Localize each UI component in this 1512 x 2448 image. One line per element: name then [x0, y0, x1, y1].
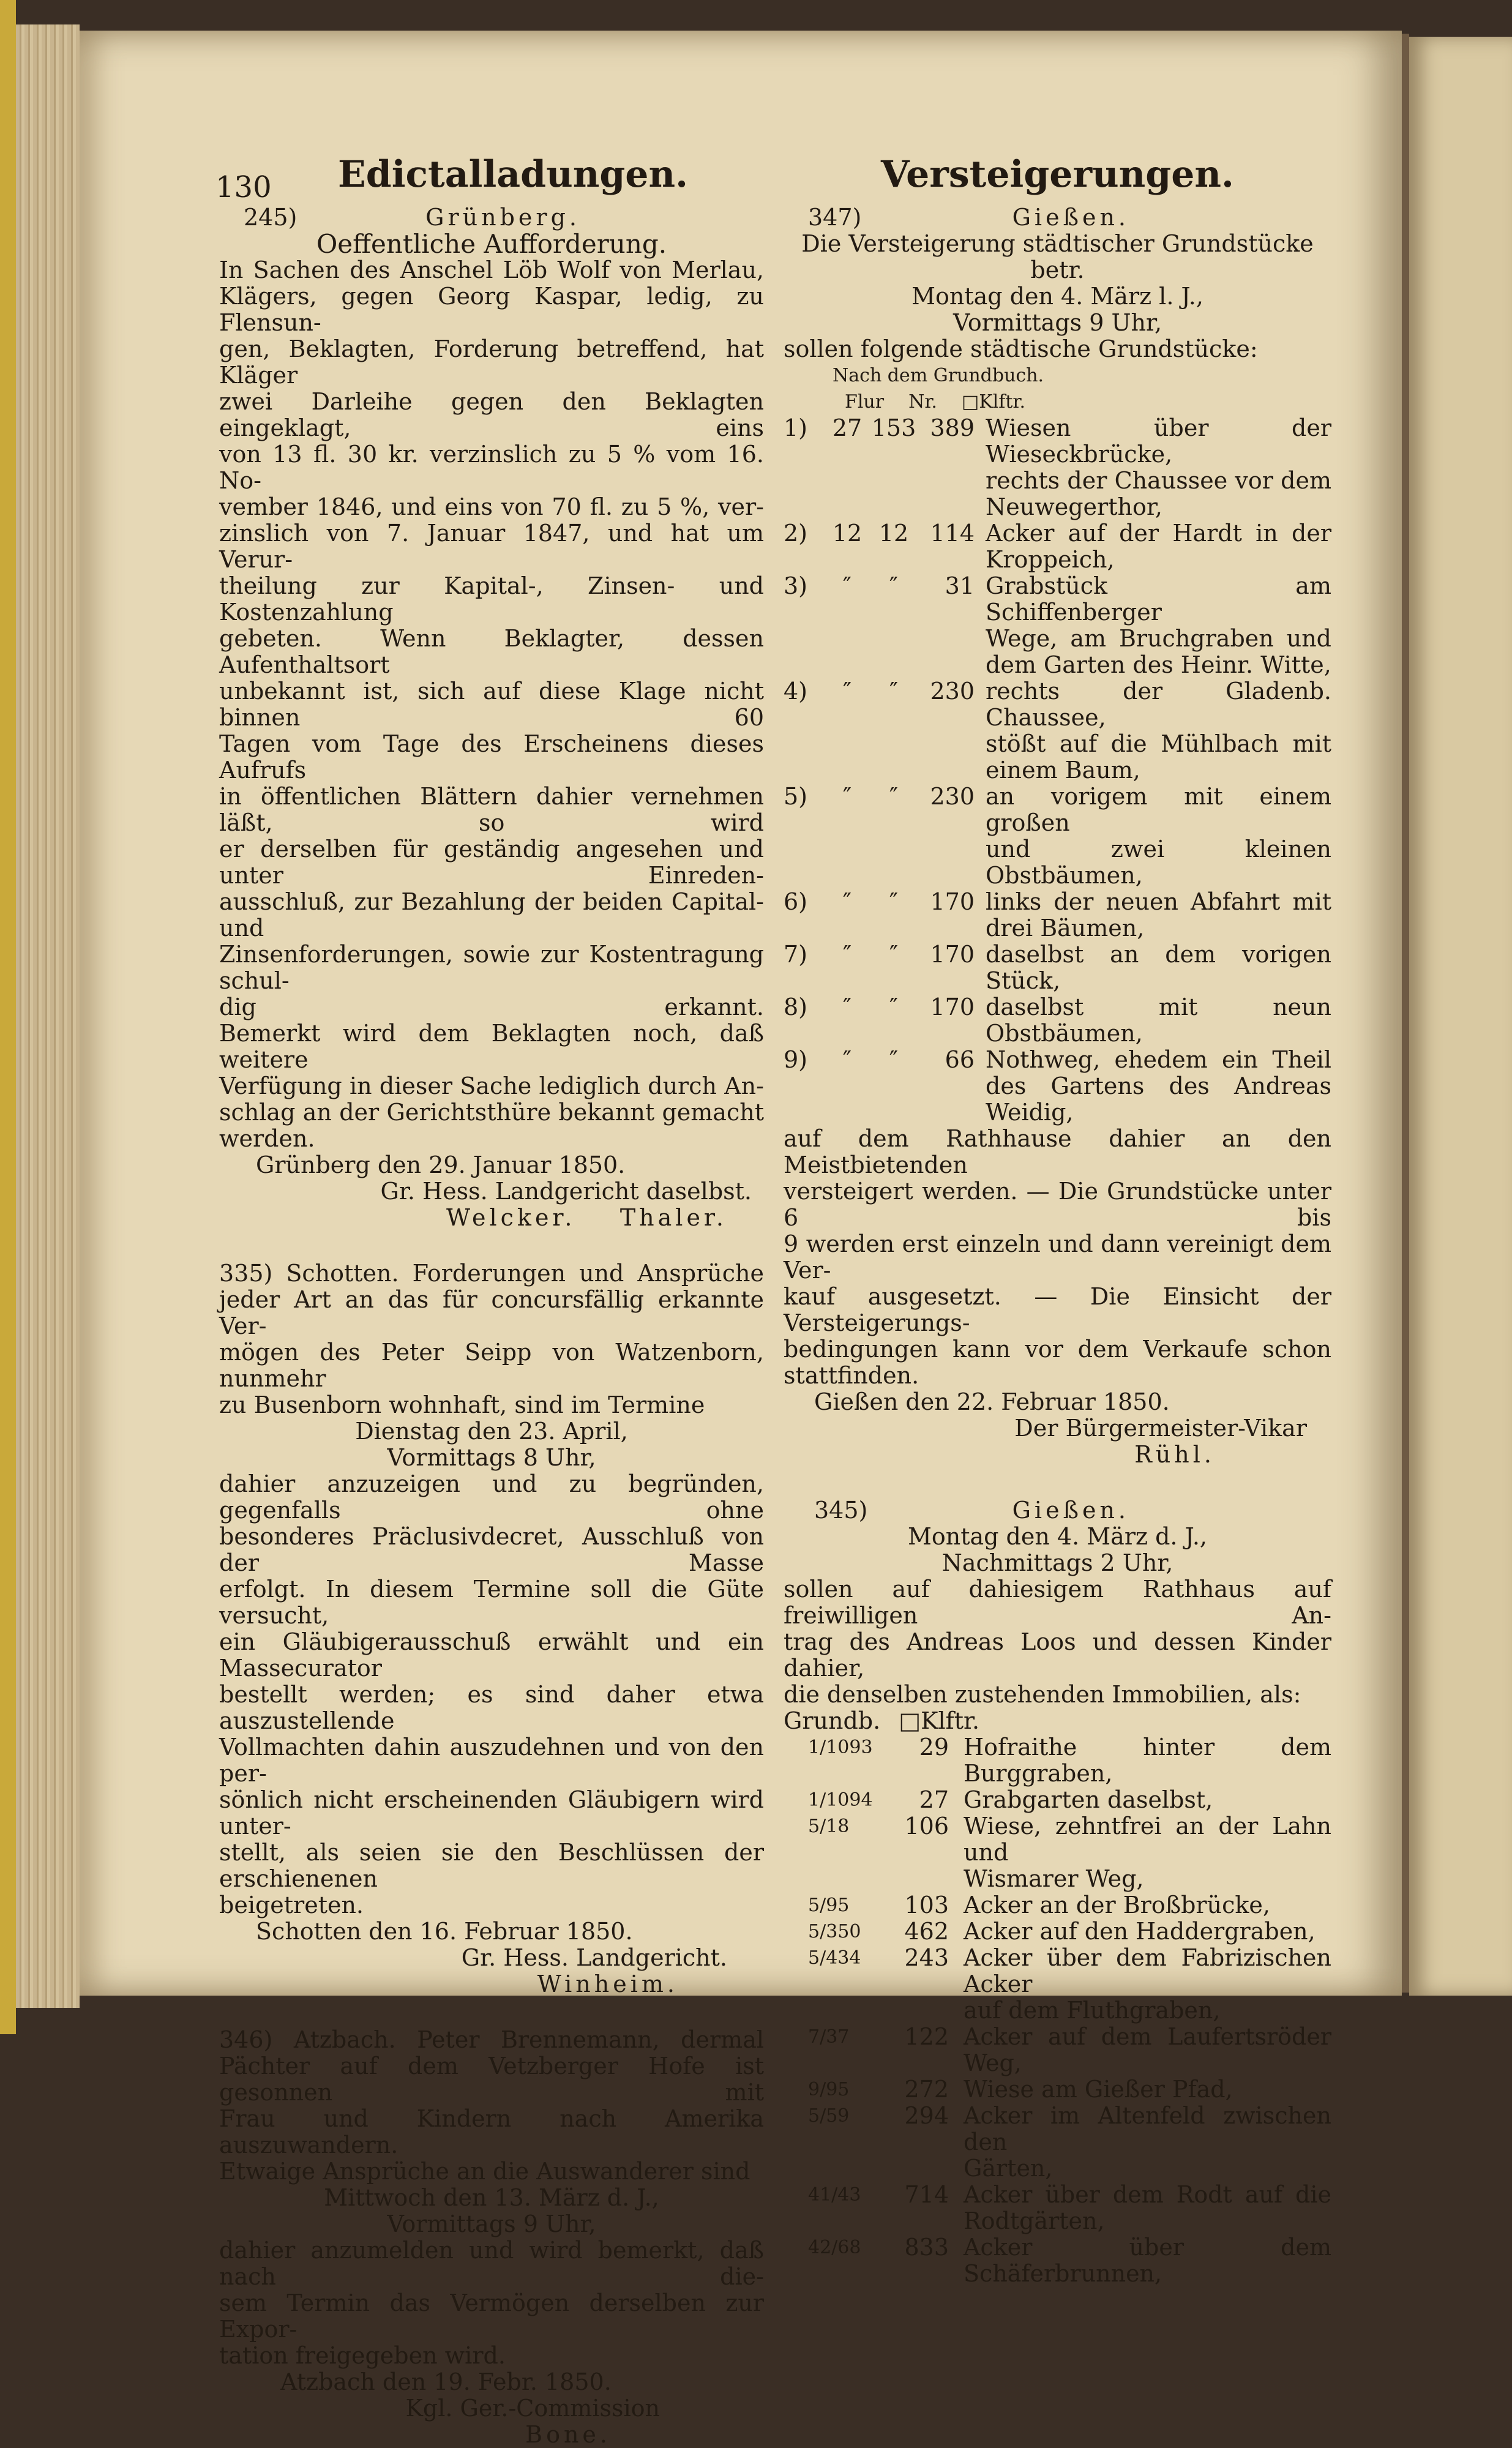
- text-line: 335) Schotten. Forderungen und Ansprüche: [219, 1260, 764, 1287]
- notice-347: [784, 204, 1331, 1468]
- notice-day: Montag den 4. März l. J.,: [911, 283, 1203, 310]
- text-line: Wiese, zehntfrei an der Lahn und: [964, 1813, 1331, 1866]
- notice-title: Oeffentliche Aufforderung.: [316, 229, 667, 259]
- text-line: vember 1846, und eins von 70 fl. zu 5 %, ver-: [219, 493, 764, 520]
- flur-cell: ″: [842, 994, 852, 1020]
- row-number: 1): [784, 414, 808, 441]
- description-cell: [986, 784, 1331, 889]
- text-line: beigetreten.: [219, 1892, 364, 1918]
- text-line: Acker im Altenfeld zwischen den: [964, 2102, 1331, 2155]
- table-caption: Nach dem Grundbuch.: [833, 365, 1044, 386]
- notice-body: [219, 2237, 764, 2369]
- row-number: 9): [784, 1046, 808, 1073]
- table-row: [784, 1047, 1331, 1126]
- notice-335: [219, 1260, 764, 1997]
- description-cell: [986, 889, 1331, 941]
- text-line: Zinsenforderungen, sowie zur Kostentragung schul-: [219, 941, 764, 994]
- klafter-cell: 170: [930, 888, 975, 915]
- text-line: jeder Art an das für concursfällig erkannte Ver-: [219, 1286, 764, 1339]
- klafter-cell: 66: [945, 1046, 975, 1073]
- notice-place: Gießen.: [1012, 1497, 1129, 1524]
- text-line: Nothweg, ehedem ein Theil: [986, 1046, 1331, 1073]
- flur-cell: ″: [842, 888, 852, 915]
- flur-cell: 27: [832, 414, 863, 441]
- table-row: [784, 573, 1331, 678]
- col-klafter: □Klftr.: [961, 391, 1026, 413]
- flur-cell: ″: [842, 783, 852, 810]
- nr-cell: ″: [889, 572, 899, 599]
- klafter-cell: 294: [904, 2102, 949, 2129]
- klafter-cell: 714: [904, 2181, 949, 2208]
- notice-346: [219, 2027, 764, 2448]
- table-row: [784, 2182, 1331, 2234]
- nr-cell: ″: [889, 678, 899, 705]
- table-row: [784, 2234, 1331, 2287]
- notice-signer: Winheim.: [537, 1971, 678, 1997]
- text-line: zu Busenborn wohnhaft, sind im Termine: [219, 1391, 705, 1418]
- text-line: zinslich von 7. Januar 1847, und hat um Verur-: [219, 520, 764, 573]
- text-line: auf dem Fluthgraben,: [964, 1997, 1221, 2024]
- klafter-cell: 833: [904, 2234, 949, 2261]
- text-line: stößt auf die Mühlbach mit: [986, 730, 1331, 757]
- col-nr: Nr.: [908, 391, 937, 413]
- description-cell: [964, 1787, 1331, 1813]
- table-row: [784, 1918, 1331, 1945]
- notice-body: [219, 257, 764, 1152]
- notice-number: 347): [808, 204, 862, 231]
- text-line: sem Termin das Vermögen derselben zur Expor-: [219, 2289, 764, 2343]
- notice-title: Die Versteigerung städtischer Grundstücke betr.: [801, 230, 1314, 283]
- table-row: [784, 520, 1331, 573]
- table-row: [784, 678, 1331, 784]
- notice-day: Dienstag den 23. April,: [355, 1418, 628, 1445]
- klafter-cell: 462: [904, 1918, 949, 1945]
- text-line: Grabstück am Schiffenberger: [986, 572, 1331, 626]
- text-line: einem Baum,: [986, 757, 1140, 784]
- section-heading-versteigerungen: Versteigerungen.: [881, 153, 1234, 196]
- text-line: versteigert werden. — Die Grundstücke unter 6 bis: [784, 1178, 1331, 1231]
- notice-court: Gr. Hess. Landgericht.: [461, 1944, 727, 1971]
- notice-day: Mittwoch den 13. März d. J.,: [324, 2184, 659, 2211]
- text-line: in öffentlichen Blättern dahier vernehmen läßt, so wird: [219, 783, 764, 836]
- text-line: theilung zur Kapital-, Zinsen- und Kostenzahlung: [219, 572, 764, 626]
- notice-body: [219, 1471, 764, 1918]
- notice-body: [219, 2027, 764, 2185]
- notice-signer: Rühl.: [1134, 1441, 1215, 1468]
- text-line: bedingungen kann vor dem Verkaufe schon stattfinden.: [784, 1336, 1331, 1389]
- text-line: Klägers, gegen Georg Kaspar, ledig, zu Flensun-: [219, 283, 764, 336]
- text-line: Etwaige Ansprüche an die Auswanderer sind: [219, 2158, 750, 2185]
- table-row: [784, 2103, 1331, 2182]
- flur-cell: ″: [842, 1046, 852, 1073]
- text-line: sollen auf dahiesigem Rathhaus auf freiwilligen An-: [784, 1576, 1331, 1629]
- notice-office: Der Bürgermeister-Vikar: [1014, 1415, 1307, 1442]
- text-line: Bemerkt wird dem Beklagten noch, daß weitere: [219, 1020, 764, 1073]
- notice-signers: Welcker. Thaler.: [446, 1204, 727, 1231]
- table-row: [784, 2076, 1331, 2103]
- grundbuch-cell: 5/95: [808, 1895, 850, 1916]
- text-line: Wismarer Weg,: [964, 1865, 1144, 1892]
- description-cell: [964, 1945, 1331, 2024]
- text-line: trag des Andreas Loos und dessen Kinder dahier,: [784, 1628, 1331, 1682]
- text-line: Acker auf den Haddergraben,: [964, 1918, 1316, 1945]
- klafter-cell: 106: [904, 1813, 949, 1840]
- text-line: des Gartens des Andreas: [986, 1072, 1331, 1099]
- text-line: Neuwegerthor,: [986, 493, 1162, 520]
- klafter-cell: 170: [930, 941, 975, 968]
- notice-body: [784, 1126, 1331, 1389]
- text-line: von 13 fl. 30 kr. verzinslich zu 5 % vom 16. No-: [219, 441, 764, 494]
- notice-date: Gießen den 22. Februar 1850.: [814, 1388, 1170, 1415]
- text-line: erfolgt. In diesem Termine soll die Güte versucht,: [219, 1576, 764, 1629]
- table-row: [784, 1734, 1331, 1787]
- text-line: tation freigegeben wird.: [219, 2342, 506, 2369]
- text-line: unbekannt ist, sich auf diese Klage nicht binnen 60: [219, 678, 764, 731]
- klafter-cell: 114: [930, 520, 975, 547]
- grundbuch-cell: 7/37: [808, 2026, 850, 2048]
- notice-court: Kgl. Ger.-Commission: [405, 2395, 660, 2422]
- text-line: 346) Atzbach. Peter Brennemann, dermal: [219, 2026, 764, 2053]
- row-number: 8): [784, 994, 808, 1020]
- text-line: daselbst an dem vorigen Stück,: [986, 941, 1331, 994]
- text-line: In Sachen des Anschel Löb Wolf von Merlau,: [219, 256, 764, 283]
- description-cell: [986, 994, 1331, 1047]
- text-line: Acker über dem Fabrizischen Acker: [964, 1944, 1331, 1997]
- grundbuch-cell: 5/59: [808, 2105, 850, 2127]
- grundbuch-cell: 41/43: [808, 2184, 861, 2206]
- text-line: und zwei kleinen Obstbäumen,: [986, 836, 1331, 889]
- text-line: Pächter auf dem Vetzberger Hofe ist gesonnen mit: [219, 2053, 764, 2106]
- text-line: bestellt werden; es sind daher etwa auszustellende: [219, 1681, 764, 1734]
- notice-place: Grünberg.: [425, 204, 580, 231]
- klafter-cell: 230: [930, 678, 975, 705]
- notice-day: Montag den 4. März d. J.,: [907, 1523, 1208, 1550]
- notice-date: Grünberg den 29. Januar 1850.: [256, 1151, 626, 1178]
- notice-time: Nachmittags 2 Uhr,: [941, 1549, 1173, 1576]
- text-line: Hofraithe hinter dem Burggraben,: [964, 1734, 1331, 1787]
- table-row: [784, 1813, 1331, 1892]
- grundbuch-cell: 5/18: [808, 1816, 850, 1837]
- klafter-cell: 170: [930, 994, 975, 1020]
- description-cell: [964, 2024, 1331, 2076]
- description-cell: [986, 678, 1331, 784]
- text-line: Wiese am Gießer Pfad,: [964, 2076, 1233, 2103]
- klafter-cell: 122: [904, 2023, 949, 2050]
- grundbuch-cell: 9/95: [808, 2079, 850, 2100]
- text-line: Rodtgärten,: [964, 2207, 1105, 2234]
- text-line: dig erkannt.: [219, 994, 764, 1020]
- nr-cell: 12: [878, 520, 909, 547]
- notice-date: Atzbach den 19. Febr. 1850.: [280, 2368, 612, 2395]
- flur-cell: 12: [832, 520, 863, 547]
- table-header: [784, 1708, 1331, 1734]
- flur-cell: ″: [842, 678, 852, 705]
- text-line: Acker auf der Hardt in der: [986, 520, 1331, 547]
- notice-345: [784, 1497, 1331, 2287]
- klafter-cell: 243: [904, 1944, 949, 1971]
- row-number: 7): [784, 941, 808, 968]
- table-row: [784, 784, 1331, 889]
- description-cell: [964, 1892, 1331, 1918]
- col-klafter: □Klftr.: [899, 1707, 980, 1734]
- col-flur: Flur: [845, 391, 885, 413]
- text-line: rechts der Chaussee vor dem: [986, 467, 1331, 494]
- description-cell: [964, 1918, 1331, 1945]
- text-line: Frau und Kindern nach Amerika auszuwandern.: [219, 2105, 764, 2158]
- text-line: Acker auf dem Laufertsröder Weg,: [964, 2023, 1331, 2076]
- description-cell: [986, 520, 1331, 573]
- description-cell: [986, 573, 1331, 678]
- book-edge: [0, 0, 16, 2034]
- col-grundbuch: Grundb.: [784, 1707, 881, 1734]
- grundbuch-cell: 42/68: [808, 2237, 861, 2258]
- row-number: 3): [784, 572, 808, 599]
- text-line: mögen des Peter Seipp von Watzenborn, nunmehr: [219, 1339, 764, 1392]
- row-number: 6): [784, 888, 808, 915]
- text-line: rechts der Gladenb. Chaussee,: [986, 678, 1331, 731]
- flur-cell: ″: [842, 572, 852, 599]
- right-column: [784, 153, 1331, 2287]
- text-line: die denselben zustehenden Immobilien, als:: [784, 1681, 1301, 1708]
- notice-time: Vormittags 9 Uhr,: [952, 309, 1162, 336]
- klafter-cell: 272: [904, 2076, 949, 2103]
- text-line: Acker an der Broßbrücke,: [964, 1892, 1270, 1918]
- facing-page-edge: [1409, 37, 1512, 1996]
- text-line: besonderes Präclusivdecret, Ausschluß von der Masse: [219, 1523, 764, 1576]
- klafter-cell: 27: [919, 1786, 949, 1813]
- gutter: [1402, 34, 1409, 1993]
- text-line: Tagen vom Tage des Erscheinens dieses Aufrufs: [219, 730, 764, 784]
- page-stack-edge: [16, 24, 80, 2008]
- notice-number: 345): [814, 1497, 868, 1524]
- notice-body: [784, 1576, 1331, 1708]
- row-number: 5): [784, 783, 808, 810]
- left-column: [219, 153, 764, 2448]
- nr-cell: ″: [889, 994, 899, 1020]
- table-row: [784, 415, 1331, 520]
- text-line: gen, Beklagten, Forderung betreffend, hat Kläger: [219, 335, 764, 389]
- notice-signer: Bone.: [525, 2421, 611, 2448]
- text-line: stellt, als seien sie den Beschlüssen der erschienenen: [219, 1839, 764, 1892]
- row-number: 4): [784, 678, 808, 705]
- text-line: sönlich nicht erscheinenden Gläubigern wird unter-: [219, 1786, 764, 1840]
- text-line: Vollmachten dahin auszudehnen und von den per-: [219, 1734, 764, 1787]
- notice-body: [219, 1260, 764, 1418]
- text-line: Weidig,: [986, 1099, 1074, 1126]
- notice-245: [219, 204, 764, 1231]
- notice-number: 245): [244, 204, 298, 231]
- table-row: [784, 941, 1331, 994]
- nr-cell: ″: [889, 888, 899, 915]
- table-row: [784, 1892, 1331, 1918]
- text-line: links der neuen Abfahrt mit: [986, 888, 1331, 915]
- text-line: Verfügung in dieser Sache lediglich durch An-: [219, 1072, 764, 1099]
- table-row: [784, 889, 1331, 941]
- description-cell: [964, 1813, 1331, 1892]
- klafter-cell: 31: [945, 572, 975, 599]
- text-line: an vorigem mit einem großen: [986, 783, 1331, 836]
- text-line: Acker über dem Schäferbrunnen,: [964, 2234, 1331, 2287]
- flur-cell: ″: [842, 941, 852, 968]
- klafter-cell: 103: [904, 1892, 949, 1918]
- text-line: er derselben für geständig angesehen und unter Einreden-: [219, 836, 764, 889]
- notice-time: Vormittags 8 Uhr,: [387, 1444, 596, 1471]
- description-cell: [964, 2103, 1331, 2182]
- text-line: kauf ausgesetzt. — Die Einsicht der Versteigerungs-: [784, 1283, 1331, 1336]
- table-row: [784, 994, 1331, 1047]
- text-line: Grabgarten daselbst,: [964, 1786, 1213, 1813]
- row-number: 2): [784, 520, 808, 547]
- description-cell: [964, 2076, 1331, 2103]
- text-line: Wiesen über der Wieseckbrücke,: [986, 414, 1331, 468]
- klafter-cell: 230: [930, 783, 975, 810]
- text-line: ausschluß, zur Bezahlung der beiden Capital- und: [219, 888, 764, 941]
- description-cell: [986, 1047, 1331, 1126]
- text-line: auf dem Rathhause dahier an den Meistbietenden: [784, 1125, 1331, 1178]
- description-cell: [964, 2234, 1331, 2287]
- notice-time: Vormittags 9 Uhr,: [387, 2210, 596, 2237]
- grundbuch-cell: 5/434: [808, 1947, 861, 1969]
- text-line: Acker über dem Rodt auf die: [964, 2181, 1331, 2208]
- description-cell: [964, 2182, 1331, 2234]
- grundbuch-cell: 5/350: [808, 1921, 861, 1942]
- nr-cell: ″: [889, 941, 899, 968]
- grundbuch-cell: 1/1094: [808, 1789, 873, 1811]
- klafter-cell: 389: [930, 414, 975, 441]
- text-line: gebeten. Wenn Beklagter, dessen Aufenthaltsort: [219, 625, 764, 678]
- grundbuch-cell: 1/1093: [808, 1737, 873, 1758]
- property-table: [784, 415, 1331, 1126]
- klafter-cell: 29: [919, 1734, 949, 1761]
- notice-date: Schotten den 16. Februar 1850.: [256, 1918, 633, 1945]
- property-table: [784, 1734, 1331, 2287]
- nr-cell: 153: [871, 414, 916, 441]
- text-line: Gärten,: [964, 2155, 1053, 2182]
- text-line: zwei Darleihe gegen den Beklagten eingeklagt, eins: [219, 388, 764, 441]
- section-heading-edictalladungen: Edictalladungen.: [338, 153, 688, 196]
- description-cell: [964, 1734, 1331, 1787]
- text-line: dahier anzuzeigen und zu begründen, gegenfalls ohne: [219, 1470, 764, 1524]
- notice-intro: sollen folgende städtische Grundstücke:: [784, 335, 1258, 362]
- nr-cell: ″: [889, 1046, 899, 1073]
- notice-court: Gr. Hess. Landgericht daselbst.: [380, 1178, 752, 1205]
- notice-place: Gießen.: [1012, 204, 1129, 231]
- nr-cell: ″: [889, 783, 899, 810]
- table-header: [784, 389, 1331, 415]
- table-row: [784, 1945, 1331, 2024]
- text-line: Wege, am Bruchgraben und: [986, 625, 1331, 652]
- text-line: ein Gläubigerausschuß erwählt und ein Massecurator: [219, 1628, 764, 1682]
- text-line: dahier anzumelden und wird bemerkt, daß nach die-: [219, 2237, 764, 2290]
- text-line: drei Bäumen,: [986, 915, 1145, 941]
- text-line: 9 werden erst einzeln und dann vereinigt dem Ver-: [784, 1230, 1331, 1284]
- page-number: 130: [215, 170, 272, 204]
- text-line: Kroppeich,: [986, 546, 1115, 573]
- text-line: dem Garten des Heinr. Witte,: [986, 651, 1331, 678]
- table-row: [784, 1787, 1331, 1813]
- description-cell: [986, 415, 1331, 520]
- table-row: [784, 2024, 1331, 2076]
- text-line: schlag an der Gerichtsthüre bekannt gemacht werden.: [219, 1099, 764, 1152]
- text-line: daselbst mit neun Obstbäumen,: [986, 994, 1331, 1047]
- description-cell: [986, 941, 1331, 994]
